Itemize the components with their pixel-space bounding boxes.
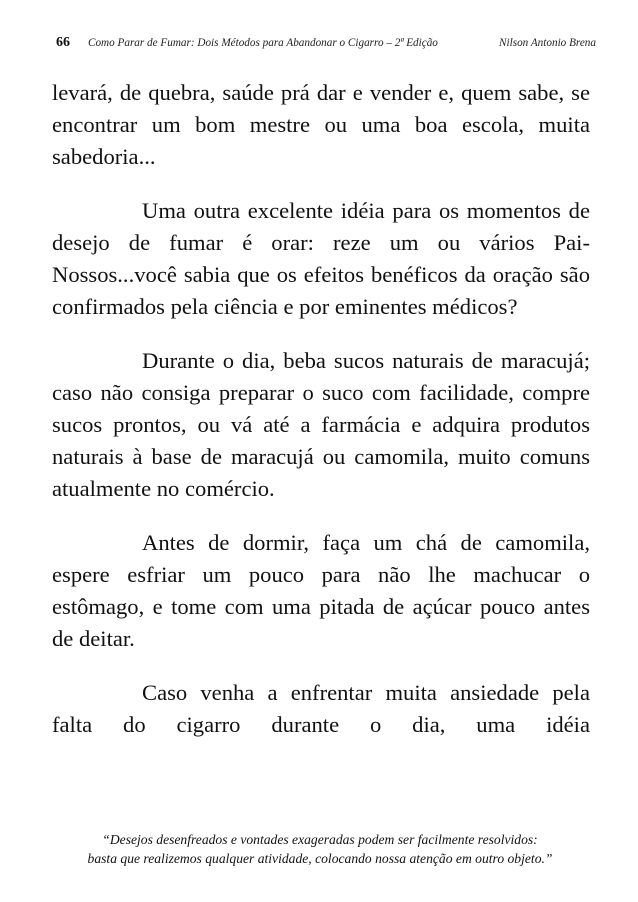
footer-quote bbox=[40, 830, 600, 868]
page-body bbox=[52, 77, 590, 741]
paragraph: Uma outra excelente idéia para os momentos de desejo de fumar é orar: reze um ou vários Pai-Nossos...você sabia que os efeitos benéficos da oração são confirmados pela ciência e por eminentes médicos? bbox=[52, 198, 590, 319]
page-number: 66 bbox=[56, 35, 70, 50]
paragraph-continues: Caso venha a enfrentar muita ansiedade pela falta do cigarro durante o dia, uma idéia bbox=[52, 680, 590, 737]
paragraph: Antes de dormir, faça um chá de camomila, espere esfriar um pouco para não lhe machucar o estômago, e tome com uma pitada de açúcar pouco antes de deitar. bbox=[52, 530, 590, 651]
footer-quote-line: “Desejos desenfreados e vontades exageradas podem ser facilmente resolvidos: bbox=[102, 832, 538, 847]
paragraph: Durante o dia, beba sucos naturais de maracujá; caso não consiga preparar o suco com facilidade, compre sucos prontos, ou vá até a farmácia e adquira produtos naturais à base de maracujá ou camomila, muito comuns atualmente no comércio. bbox=[52, 348, 590, 501]
paragraph-continuation: levará, de quebra, saúde prá dar e vender e, quem sabe, se encontrar um bom mestre ou uma boa escola, muita sabedoria... bbox=[52, 80, 590, 169]
book-title: Como Parar de Fumar: Dois Métodos para Abandonar o Cigarro – 2ª Edição bbox=[88, 37, 438, 49]
page-header bbox=[56, 37, 596, 57]
footer-quote-line: basta que realizemos qualquer atividade, colocando nossa atenção em outro objeto.” bbox=[87, 851, 553, 866]
author-name: Nilson Antonio Brena bbox=[499, 37, 596, 49]
